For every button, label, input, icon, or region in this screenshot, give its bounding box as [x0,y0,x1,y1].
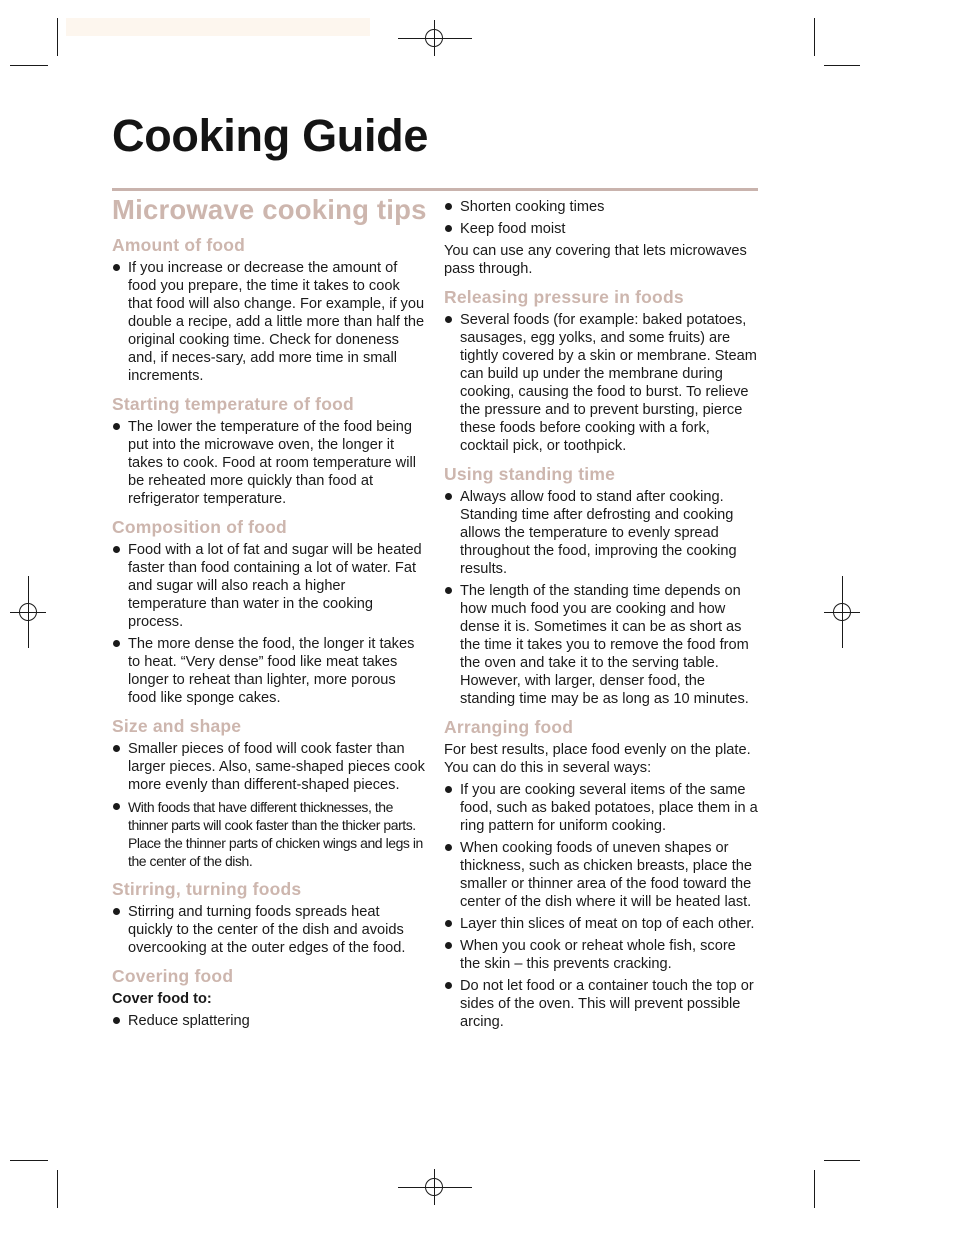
crop-mark [10,65,48,66]
section-amount-of-food [112,235,428,385]
left-column [112,196,428,1039]
section-releasing-pressure [444,287,760,455]
bullet-item: Stirring and turning foods spreads heat quickly to the center of the dish and avoids overcooking at the outer edges of the food. [112,903,428,957]
arranging-intro: For best results, place food evenly on the plate. You can do this in several ways: [444,742,751,776]
right-column [444,198,760,1040]
bullet-item: Food with a lot of fat and sugar will be heated faster than food containing a lot of water. Fat and sugar will also reach a higher temperature than water in the cooking process. [112,541,428,631]
header-tint-band [66,18,370,36]
bullet-item: Layer thin slices of meat on top of each other. [444,915,760,933]
bullet-item: Several foods (for example: baked potatoes, sausages, egg yolks, and some fruits) are tightly covered by a skin or membrane. Steam can build up under the membrane during cooking, causing the food to burst. To relieve the pressure and to prevent bursting, pierce these foods before cooking with a fork, cocktail pick, or toothpick. [444,311,760,455]
bullet-item: Keep food moist [444,220,760,238]
registration-target-icon [833,603,851,621]
crop-mark [57,18,58,56]
section-stirring-turning [112,879,428,957]
cover-food-label: Cover food to: [112,991,212,1007]
subheading-starting-temperature: Starting temperature of food [112,394,354,414]
crop-mark [814,18,815,56]
subheading-composition-of-food: Composition of food [112,517,287,537]
bullet-item: Do not let food or a container touch the top or sides of the oven. This will prevent possible arcing. [444,977,760,1031]
subheading-stirring-turning: Stirring, turning foods [112,879,302,899]
subheading-amount-of-food: Amount of food [112,235,246,255]
crop-mark [824,65,860,66]
bullet-item: Always allow food to stand after cooking. Standing time after defrosting and cooking allows the temperature to evenly spread throughout the food, improving the cooking results. [444,488,760,578]
section-starting-temperature [112,394,428,508]
registration-target-icon [19,603,37,621]
bullet-item: Smaller pieces of food will cook faster than larger pieces. Also, same-shaped pieces cook more evenly than different-shaped pieces. [112,740,428,794]
crop-mark [10,1160,48,1161]
subheading-releasing-pressure: Releasing pressure in foods [444,287,684,307]
section-covering-continued [444,198,760,278]
bullet-item: Shorten cooking times [444,198,760,216]
subheading-standing-time: Using standing time [444,464,616,484]
crop-mark [824,1160,860,1161]
section-composition-of-food [112,517,428,707]
subheading-arranging-food: Arranging food [444,717,574,737]
subheading-size-and-shape: Size and shape [112,716,242,736]
section-size-and-shape [112,716,428,870]
crop-mark [57,1170,58,1208]
covering-note: You can use any covering that lets microwaves pass through. [444,243,747,277]
subheading-covering-food: Covering food [112,966,234,986]
bullet-item: If you are cooking several items of the same food, such as baked potatoes, place them in a ring pattern for uniform cooking. [444,781,760,835]
bullet-item: The length of the standing time depends on how much food you are cooking and how dense it is. Sometimes it can be as short as the time it takes you to remove the food from the oven and take it to the serving table. However, with larger, denser food, the standing time may be as long as 10 minutes. [444,582,760,708]
section-arranging-food [444,717,760,1031]
registration-target-icon [425,29,443,47]
section-heading-microwave-tips: Microwave cooking tips [112,194,427,225]
crop-mark [814,1170,815,1208]
section-standing-time [444,464,760,708]
page-title: Cooking Guide [112,110,429,161]
bullet-item: Reduce splattering [112,1012,428,1030]
title-rule [112,188,758,191]
bullet-item: The lower the temperature of the food being put into the microwave oven, the longer it takes to cook. Food at room temperature will be reheated more quickly than food at refrigerator temperature. [112,418,428,508]
bullet-item: If you increase or decrease the amount of food you prepare, the time it takes to cook that food will also change. For example, if you double a recipe, add a little more than half the original cooking time. Check for doneness and, if neces-sary, add more time in small increments. [112,259,428,385]
bullet-item: When you cook or reheat whole fish, score the skin – this prevents cracking. [444,937,760,973]
bullet-item: When cooking foods of uneven shapes or thickness, such as chicken breasts, place the smaller or thinner area of the food toward the center of the dish where it will be heated last. [444,839,760,911]
bullet-item: The more dense the food, the longer it takes to heat. “Very dense” food like meat takes longer to reheat than lighter, more porous food like sponge cakes. [112,635,428,707]
section-covering-food [112,966,428,1030]
bullet-item: With foods that have different thicknesses, the thinner parts will cook faster than the thicker parts. Place the thinner parts of chicken wings and legs in the center of the dish. [112,798,428,870]
registration-target-icon [425,1178,443,1196]
